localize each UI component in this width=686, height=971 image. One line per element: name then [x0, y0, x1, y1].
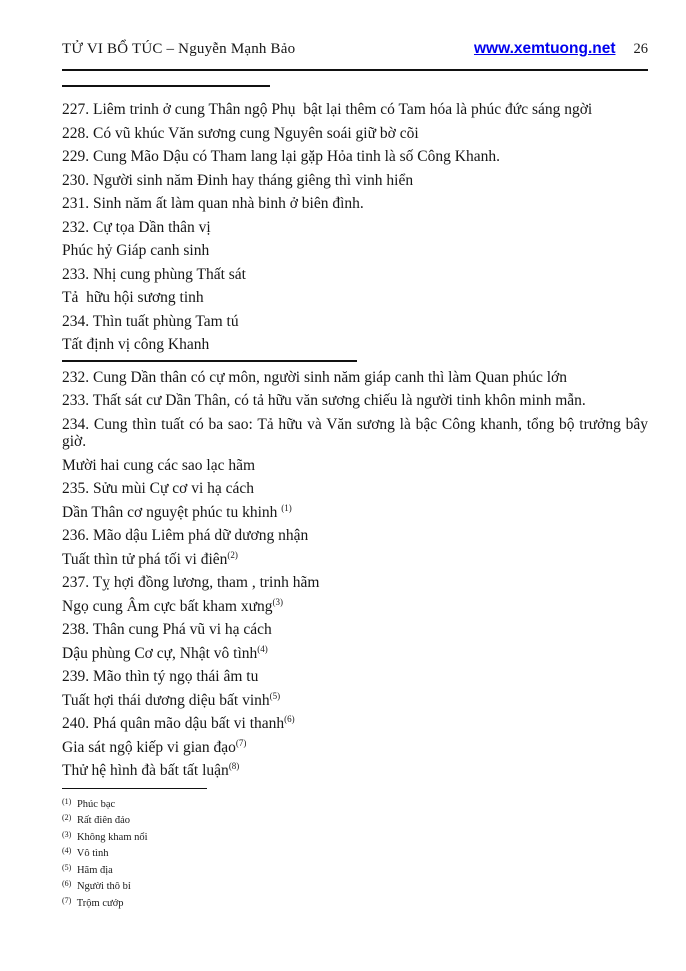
body-line: 232. Cự tọa Dần thân vị: [62, 218, 211, 236]
footnote-marker: (4): [62, 846, 72, 855]
prose-and-verse-section-2: [62, 368, 652, 780]
top-divider: [62, 85, 270, 87]
body-line: 238. Thân cung Phá vũ vi hạ cách: [62, 621, 272, 638]
body-line: 232. Cung Dần thân có cự môn, người sinh năm giáp canh thì làm Quan phúc lớn: [62, 368, 567, 386]
body-line: 234. Cung thìn tuất có ba sao: Tả hữu và Văn sương là bậc Công khanh, tổng bộ trưởng bây giờ.: [62, 415, 652, 450]
footnote-divider: [62, 788, 207, 789]
footnote-ref: (2): [227, 549, 238, 560]
page-title: TỬ VI BỔ TÚC – Nguyễn Mạnh Bảo: [62, 41, 296, 57]
body-line: Gia sát ngộ kiếp vi gian đạo$^{(7)}$: [62, 737, 247, 756]
website-link[interactable]: www.xemtuong.net: [473, 40, 616, 57]
body-line: Dậu phùng Cơ cự, Nhật vô tình$^{(4)}$: [62, 643, 268, 662]
footnote-marker: (3): [62, 829, 72, 839]
body-line: 227. Liêm trinh ở cung Thân ngộ Phụ bật lại thêm có Tam hóa là phúc đức sáng ngời: [62, 101, 593, 118]
body-line: 233. Thất sát cư Dần Thân, có tả hữu văn sương chiếu là người tinh khôn minh mẫn.: [62, 392, 586, 409]
footnote-item: $^{(4)}$ Vô tình: [62, 846, 109, 859]
footnote-ref: (7): [235, 737, 247, 748]
page-header: [62, 40, 648, 58]
section-divider: [62, 360, 357, 362]
footnote-marker: (7): [62, 895, 72, 905]
body-line: Mười hai cung các sao lạc hãm: [62, 456, 256, 474]
body-line: Tuất hợi thái dương diệu bất vinh$^{(5)}$: [62, 690, 281, 709]
body-line: 233. Nhị cung phùng Thất sát: [62, 265, 246, 283]
footnote-item: $^{(6)}$ Người thô bỉ: [62, 879, 131, 892]
body-line: 239. Mão thìn tý ngọ thái âm tu: [62, 668, 259, 685]
footnote-item: $^{(1)}$ Phúc bạc: [62, 796, 116, 810]
body-line: 234. Thìn tuất phùng Tam tú: [62, 312, 239, 330]
body-line: 240. Phá quân mão dậu bất vi thanh$^{(6)}$: [62, 714, 295, 732]
body-line: Tất định vị công Khanh: [62, 336, 210, 353]
header-right-group: [474, 40, 648, 58]
body-line: Dần Thân cơ nguyệt phúc tu khinh $^{(1)}$: [62, 502, 292, 521]
footnotes: [62, 795, 648, 911]
body-line: Tuất thìn tử phá tối vi điên$^{(2)}$: [62, 549, 238, 568]
footnote-marker: (1): [62, 796, 72, 806]
body-line: 235. Sửu mùi Cự cơ vi hạ cách: [62, 480, 255, 497]
page-number: 26: [633, 41, 648, 57]
footnote-marker: (6): [62, 879, 72, 888]
footnote-ref: (8): [228, 761, 240, 771]
footnote-marker: (5): [62, 862, 72, 872]
body-line: 236. Mão dậu Liêm phá dữ dương nhận: [62, 527, 309, 544]
body-line: Thử hệ hình đà bất tất luận$^{(8)}$: [62, 761, 240, 779]
footnote-marker: (2): [62, 813, 72, 822]
body-line: Ngọ cung Âm cực bất kham xưng$^{(3)}$: [62, 596, 284, 615]
footnote-ref: (6): [284, 714, 295, 724]
body-line: 230. Người sinh năm Đinh hay tháng giêng thì vinh hiển: [62, 171, 414, 189]
verse-section-1: [62, 101, 648, 354]
body-line: 228. Có vũ khúc Văn sương cung Nguyên soái giữ bờ cõi: [62, 124, 419, 142]
footnote-ref: (5): [269, 690, 281, 701]
footnote-ref: (4): [257, 643, 268, 654]
body-text: [62, 101, 652, 780]
header-rule: [62, 69, 648, 71]
footnote-item: $^{(7)}$ Trộm cướp: [62, 895, 124, 909]
body-line: 229. Cung Mão Dậu có Tham lang lại gặp Hỏa tinh là số Công Khanh.: [62, 148, 500, 165]
body-line: 231. Sinh năm ất làm quan nhà binh ở biên đình.: [62, 195, 364, 212]
footnote-ref: (1): [281, 502, 292, 513]
footnote-item: $^{(5)}$ Hãm địa: [62, 862, 113, 876]
body-line: 237. Tỵ hợi đồng lương, tham , trinh hãm: [62, 574, 320, 591]
body-line: Phúc hỷ Giáp canh sinh: [62, 242, 210, 259]
footnote-ref: (3): [272, 596, 284, 607]
footnote-item: $^{(2)}$ Rất điên đảo: [62, 813, 131, 826]
body-line: Tả hữu hội sương tinh: [62, 289, 204, 306]
footnote-item: $^{(3)}$ Không kham nổi: [62, 829, 148, 843]
